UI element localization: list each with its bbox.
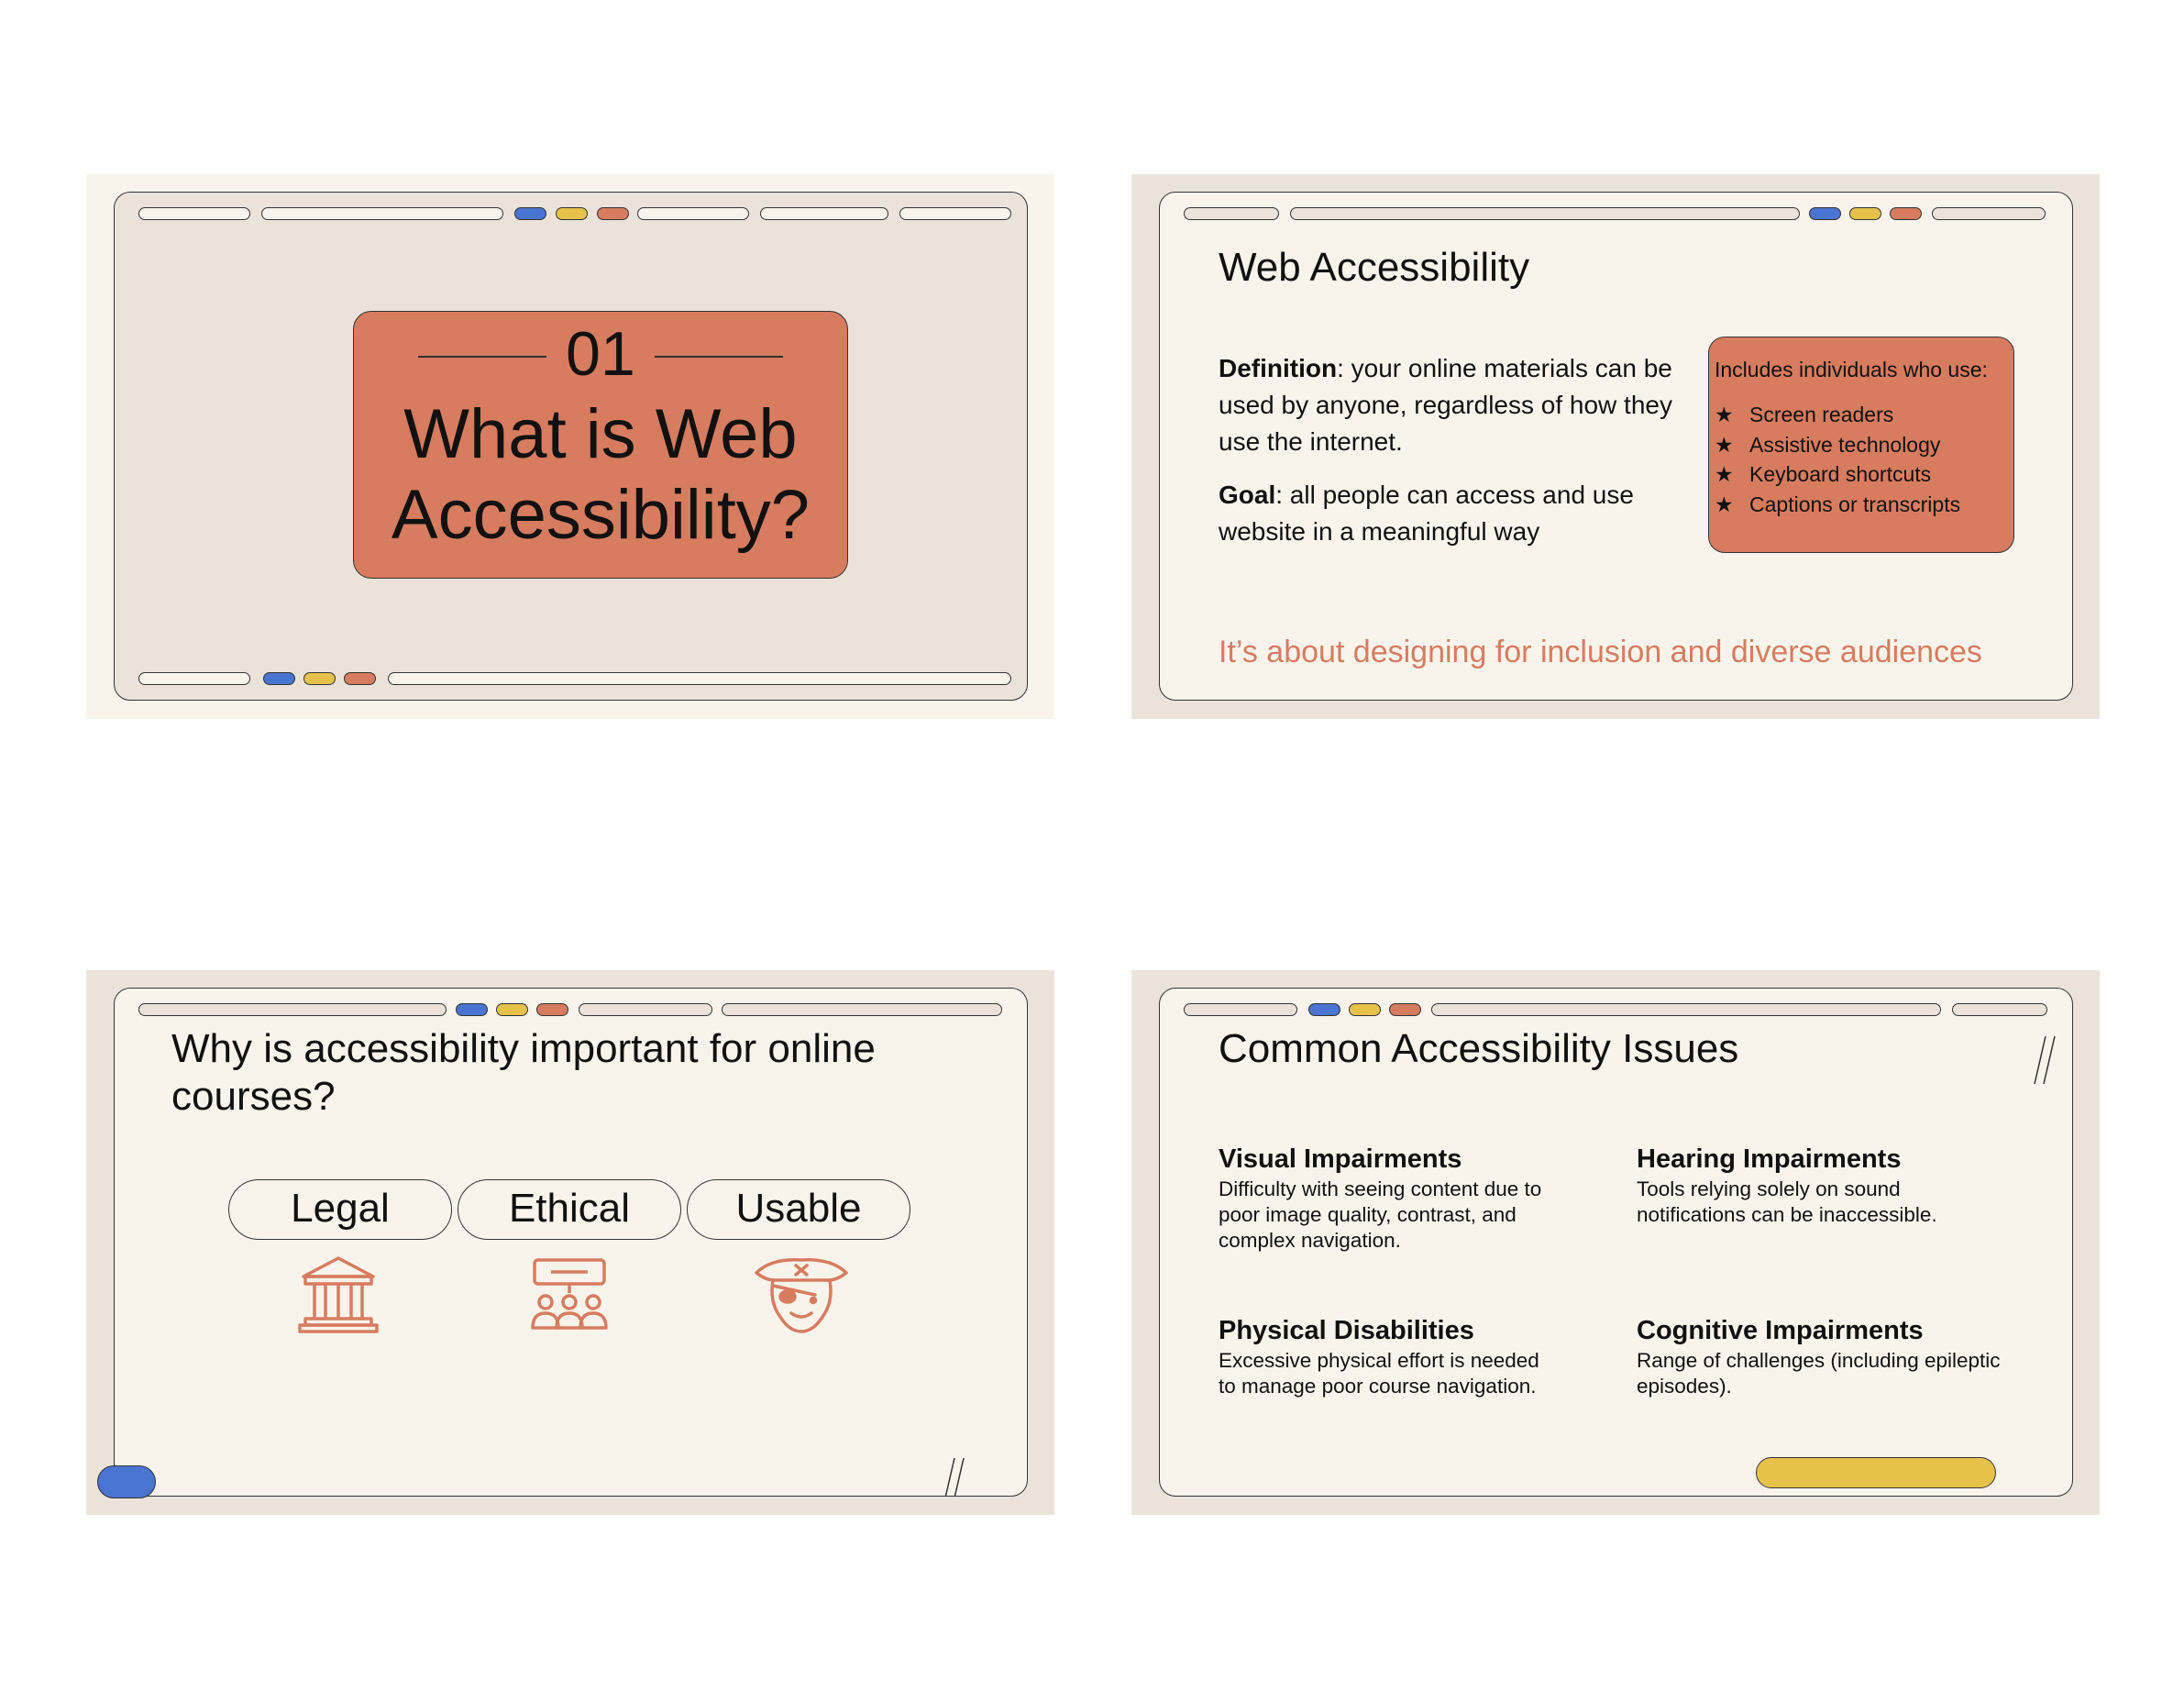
list-item-label: Captions or transcripts xyxy=(1749,492,1961,516)
includes-box xyxy=(1708,337,2014,553)
slide-2[interactable] xyxy=(1131,174,2100,719)
slide-3[interactable] xyxy=(86,970,1054,1515)
issue-description: Tools relying solely on sound notifications can be inaccessible. xyxy=(1637,1177,1937,1226)
goal-label: Goal xyxy=(1219,481,1276,509)
yellow-dot xyxy=(303,672,336,685)
number-row xyxy=(354,319,847,389)
double-slash-decoration xyxy=(931,1456,967,1497)
slide-frame xyxy=(114,192,1028,701)
star-icon: ★ xyxy=(1715,462,1734,486)
reason-usable: Usable xyxy=(687,1179,910,1240)
star-icon: ★ xyxy=(1715,432,1734,457)
reason-legal: Legal xyxy=(228,1179,452,1240)
orange-dot xyxy=(536,1003,568,1016)
slide-title: What is Web Accessibility? xyxy=(391,395,811,554)
issue-description: Excessive physical effort is needed to manage poor course navigation. xyxy=(1219,1349,1539,1398)
blue-dot xyxy=(1308,1003,1340,1016)
top-bar-pill xyxy=(138,207,250,220)
blue-dot xyxy=(514,207,546,220)
issue-title: Hearing Impairments xyxy=(1637,1144,1902,1174)
slide-frame xyxy=(114,988,1028,1497)
issue-title: Visual Impairments xyxy=(1219,1144,1462,1174)
blue-dot xyxy=(456,1003,488,1016)
yellow-pill-decoration xyxy=(1756,1457,1996,1488)
list-item-label: Keyboard shortcuts xyxy=(1749,462,1932,486)
issue-title: Cognitive Impairments xyxy=(1637,1316,1924,1345)
slide-4[interactable] xyxy=(1131,970,2100,1515)
top-bar-pill xyxy=(1431,1003,1941,1016)
includes-heading: Includes individuals who use: xyxy=(1715,358,1988,381)
top-bar-pill xyxy=(1184,1003,1297,1016)
yellow-dot xyxy=(1849,207,1881,220)
bottom-bar-pill xyxy=(138,672,250,685)
list-item-label: Assistive technology xyxy=(1749,432,1941,457)
slide-frame xyxy=(1159,192,2073,701)
list-item xyxy=(1715,400,1960,430)
list-item xyxy=(1715,430,1960,460)
top-bar-pill xyxy=(1184,207,1279,220)
double-slash-decoration xyxy=(2027,1034,2064,1086)
slide-frame xyxy=(1159,988,2073,1497)
issue-visual xyxy=(1219,1143,1604,1254)
pirate-face-icon xyxy=(753,1254,850,1337)
star-icon: ★ xyxy=(1715,403,1734,426)
issue-title: Physical Disabilities xyxy=(1219,1316,1474,1345)
issue-description: Difficulty with seeing content due to poor image quality, contrast, and complex navigation. xyxy=(1219,1177,1542,1252)
top-bar-pill xyxy=(637,207,749,220)
yellow-dot xyxy=(496,1003,528,1016)
section-number: 01 xyxy=(566,319,635,389)
issue-physical xyxy=(1219,1314,1604,1399)
top-bar-pill xyxy=(138,1003,447,1016)
yellow-dot xyxy=(556,207,588,220)
orange-dot xyxy=(1389,1003,1421,1016)
slide-title: Why is accessibility important for online courses? xyxy=(171,1026,876,1119)
top-bar-pill xyxy=(261,207,503,220)
list-item-label: Screen readers xyxy=(1749,403,1894,426)
blue-pill-decoration xyxy=(97,1465,156,1498)
top-bar-pill xyxy=(579,1003,712,1016)
bottom-bar-pill xyxy=(388,672,1011,685)
definition-label: Definition xyxy=(1219,354,1338,382)
definition-paragraph xyxy=(1219,350,1686,460)
goal-paragraph xyxy=(1219,477,1686,550)
issue-description: Range of challenges (including epileptic episodes). xyxy=(1637,1349,2001,1398)
courthouse-icon xyxy=(298,1254,379,1333)
orange-dot xyxy=(344,672,376,685)
slide-title: Common Accessibility Issues xyxy=(1219,1026,1739,1071)
top-bar-pill xyxy=(899,207,1011,220)
title-card xyxy=(353,311,848,579)
star-icon: ★ xyxy=(1715,492,1734,516)
issue-cognitive xyxy=(1637,1314,2022,1399)
issue-hearing xyxy=(1637,1143,2022,1228)
top-bar-pill xyxy=(722,1003,1002,1016)
list-item xyxy=(1715,459,1960,490)
blue-dot xyxy=(263,672,295,685)
divider-line xyxy=(655,356,783,358)
reason-ethical: Ethical xyxy=(458,1179,681,1240)
top-bar-pill xyxy=(760,207,888,220)
slide-1[interactable] xyxy=(86,174,1054,719)
includes-list xyxy=(1715,400,1960,519)
slide-title: Web Accessibility xyxy=(1219,245,1530,290)
top-bar-pill xyxy=(1290,207,1800,220)
top-bar-pill xyxy=(1952,1003,2047,1016)
goal-text: : all people can access and use website in a meaningful way xyxy=(1219,481,1634,546)
tagline: It’s about designing for inclusion and diverse audiences xyxy=(1219,635,1982,669)
yellow-dot xyxy=(1349,1003,1381,1016)
group-meeting-icon xyxy=(525,1254,613,1332)
top-bar-pill xyxy=(1932,207,2046,220)
orange-dot xyxy=(597,207,629,220)
blue-dot xyxy=(1809,207,1841,220)
definition-text: : your online materials can be used by anyone, regardless of how they use the internet. xyxy=(1219,354,1672,456)
list-item xyxy=(1715,490,1960,520)
orange-dot xyxy=(1890,207,1922,220)
